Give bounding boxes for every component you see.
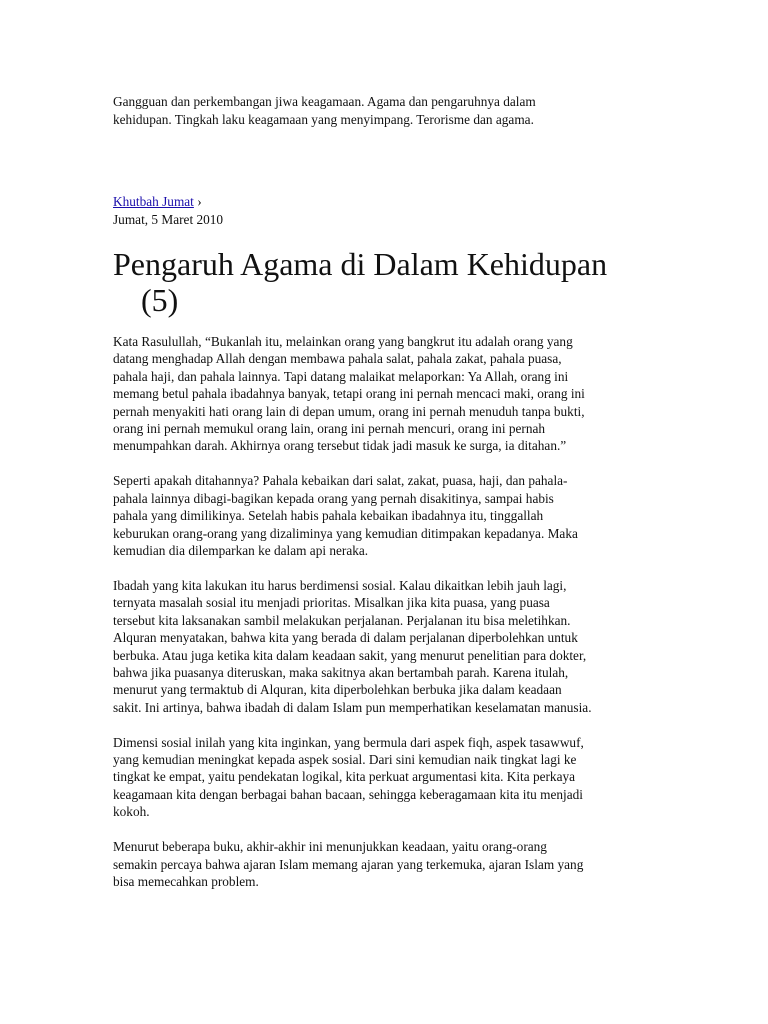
intro-text <box>113 93 658 128</box>
paragraph <box>113 333 658 455</box>
text-line: keagamaan kita dengan berbagai bahan bacaan, sehingga keberagamaan kita itu menjadi <box>113 786 583 802</box>
text-line: Dimensi sosial inilah yang kita inginkan, yang bermula dari aspek fiqh, aspek tasawwuf, <box>113 734 584 750</box>
text-line: pahala haji, dan pahala lainnya. Tapi datang malaikat melaporkan: Ya Allah, orang ini <box>113 368 569 384</box>
text-line: memang betul pahala ibadahnya banyak, tetapi orang ini pernah mencaci maki, orang ini <box>113 386 585 402</box>
text-line: tingkat ke empat, yaitu pendekatan logikal, kita perkuat argumentasi kita. Kita perkaya <box>113 769 576 785</box>
text-line: kemudian dia dilemparkan ke dalam api neraka. <box>113 542 369 558</box>
text-line: menurut yang termaktub di Alquran, kita diperbolehkan berbuka jika dalam keadaan <box>113 682 562 698</box>
paragraph <box>113 734 658 821</box>
intro-line: Gangguan dan perkembangan jiwa keagamaan. Agama dan pengaruhnya dalam <box>113 94 536 109</box>
title-line: Pengaruh Agama di Dalam Kehidupan <box>113 246 608 282</box>
breadcrumb <box>113 193 202 211</box>
text-line: bisa memecahkan problem. <box>113 873 259 889</box>
paragraph <box>113 577 658 716</box>
text-line: pahala lainnya dibagi-bagikan kepada orang yang pernah disakitinya, sampai habis <box>113 490 554 506</box>
text-line: Alquran menyatakan, bahwa kita yang berada di dalam perjalanan diperbolehkan untuk <box>113 630 578 646</box>
text-line: Menurut beberapa buku, akhir-akhir ini menunjukkan keadaan, yaitu orang-orang <box>113 839 547 855</box>
text-line: bahwa jika puasanya diteruskan, maka sakitnya akan bertambah parah. Karena itulah, <box>113 664 569 680</box>
text-line: yang kemudian meningkat kepada aspek sosial. Dari sini kemudian naik tingkat lagi ke <box>113 752 577 768</box>
text-line: keburukan orang-orang yang dizaliminya yang kemudian ditimpakan kepadanya. Maka <box>113 525 578 541</box>
text-line: tersebut kita laksanakan sambil melakukan perjalanan. Perjalanan itu bisa meletihkan. <box>113 612 571 628</box>
text-line: Kata Rasulullah, “Bukanlah itu, melainkan orang yang bangkrut itu adalah orang yang <box>113 334 573 349</box>
post-date: Jumat, 5 Maret 2010 <box>113 212 224 227</box>
text-line: menumpahkan darah. Akhirnya orang tersebut tidak jadi masuk ke surga, ia ditahan.” <box>113 438 567 454</box>
breadcrumb-separator: › <box>197 194 202 209</box>
text-line: ternyata masalah sosial itu menjadi prioritas. Misalkan jika kita puasa, yang puasa <box>113 595 550 611</box>
text-line: Ibadah yang kita lakukan itu harus berdimensi sosial. Kalau dikaitkan lebih jauh lagi, <box>113 577 567 593</box>
text-line: semakin percaya bahwa ajaran Islam memang ajaran yang terkemuka, ajaran Islam yang <box>113 856 584 872</box>
text-line: datang menghadap Allah dengan membawa pahala salat, pahala zakat, pahala puasa, <box>113 351 562 367</box>
text-line: pahala yang dimilikinya. Setelah habis pahala kebaikan ibadahnya itu, tinggallah <box>113 508 544 524</box>
text-line: kokoh. <box>113 804 150 820</box>
intro-line: kehidupan. Tingkah laku keagamaan yang menyimpang. Terorisme dan agama. <box>113 111 534 127</box>
text-line: Seperti apakah ditahannya? Pahala kebaikan dari salat, zakat, puasa, haji, dan pahala- <box>113 473 568 489</box>
text-line: sakit. Ini artinya, bahwa ibadah di dalam Islam pun memperhatikan keselamatan manusia. <box>113 699 592 715</box>
text-line: berbuka. Atau juga ketika kita dalam keadaan sakit, yang menurut penelitian para dokter, <box>113 647 587 663</box>
text-line: pernah menyakiti hati orang lain di depan umum, orang ini pernah menuduh tanpa bukti, <box>113 403 585 419</box>
text-line: orang ini pernah memukul orang lain, orang ini pernah mencuri, orang ini pernah <box>113 421 546 437</box>
paragraph <box>113 472 658 559</box>
article-body <box>113 333 658 908</box>
paragraph <box>113 838 658 890</box>
breadcrumb-link-khutbah-jumat[interactable]: Khutbah Jumat <box>113 194 194 209</box>
title-line: (5) <box>141 282 179 318</box>
page-title <box>113 246 653 318</box>
